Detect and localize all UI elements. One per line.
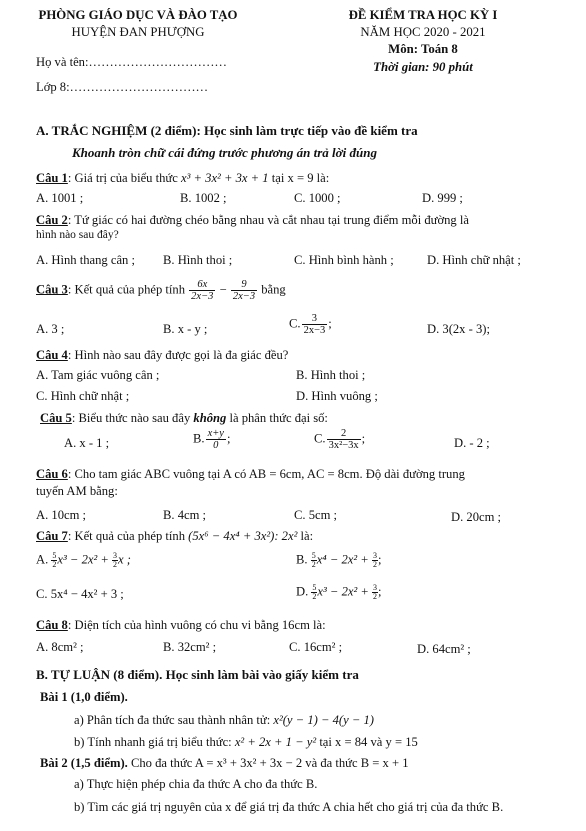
bai-1a-expr: x²(y − 1) − 4(y − 1) — [273, 713, 374, 727]
name-label: Họ và tên: — [36, 55, 89, 69]
q7-expr: (5x⁶ − 4x⁴ + 3x²): 2x² — [188, 529, 298, 543]
q7-option-d[interactable]: D. $\frac{5}{2}$ x³ − 2x² + $\frac{3}{2}$ ; — [296, 583, 382, 601]
q5-keyword: không — [193, 411, 227, 425]
q7-label: Câu 7 — [36, 529, 68, 543]
q3-option-c[interactable]: C. $\frac{3}{2x-3}$ ; — [289, 313, 332, 336]
q2-option-d[interactable]: D. Hình chữ nhật ; — [427, 253, 521, 267]
q8-text: : Diện tích của hình vuông có chu vi bằng 16cm là: — [67, 618, 326, 632]
question-6 — [36, 467, 465, 482]
q2-text-2: hình nào sau đây? — [36, 229, 119, 241]
class-line[interactable] — [36, 80, 208, 95]
department-name: PHÒNG GIÁO DỤC VÀ ĐÀO TẠO — [38, 8, 238, 22]
district-name: HUYỆN ĐAN PHƯỢNG — [71, 25, 205, 39]
q5-text-2: là phân thức đại số: — [229, 411, 328, 425]
question-4 — [36, 348, 288, 363]
bai-2b: b) Tìm các giá trị nguyên của x để giá trị đa thức A chia hết cho giá trị của đa thức B. — [74, 800, 504, 814]
q6-option-a[interactable]: A. 10cm ; — [36, 508, 87, 522]
school-year: NĂM HỌC 2020 - 2021 — [360, 25, 486, 39]
time-limit: Thời gian: 90 phút — [373, 60, 473, 74]
question-8 — [36, 618, 326, 633]
bai-2a: a) Thực hiện phép chia đa thức A cho đa thức B. — [74, 777, 318, 791]
q7-tail: là: — [300, 529, 314, 543]
student-name-line[interactable] — [36, 55, 227, 70]
q8-label: Câu 8 — [36, 618, 68, 632]
bai-2-text: Cho đa thức A = x³ + 3x² + 3x − 2 và đa thức B = x + 1 — [130, 756, 409, 770]
q5-option-c[interactable]: C. $\frac{2}{\text{3x²−3x}}$ ; — [314, 428, 366, 451]
q5-c-fraction: $\frac{2}{\text{3x²−3x}}$ — [328, 428, 359, 451]
q2-option-c[interactable]: C. Hình bình hành ; — [294, 253, 394, 267]
q7-option-c[interactable]: C. 5x⁴ − 4x² + 3 ; — [36, 587, 124, 601]
class-dots: …………………………… — [69, 80, 209, 94]
q2-option-a[interactable]: A. Hình thang cân ; — [36, 253, 135, 267]
q7-text: : Kết quả của phép tính — [67, 529, 186, 543]
q3-option-d[interactable]: D. 3(2x - 3); — [427, 322, 490, 336]
q3-option-b[interactable]: B. x - y ; — [163, 322, 208, 336]
q4-option-d[interactable]: D. Hình vuông ; — [296, 389, 378, 403]
bai-2 — [40, 756, 409, 771]
q3-fraction-1: $\frac{6x}{2x-3}$ — [191, 279, 214, 302]
q2-option-b[interactable]: B. Hình thoi ; — [163, 253, 233, 267]
q4-text: : Hình nào sau đây được gọi là đa giác đều? — [67, 348, 289, 362]
q1-option-b[interactable]: B. 1002 ; — [180, 191, 227, 205]
part-a-title: A. TRẮC NGHIỆM (2 điểm): Học sinh làm trực tiếp vào đề kiểm tra — [36, 123, 418, 138]
q3-label: Câu 3 — [36, 282, 68, 297]
class-label: Lớp 8: — [36, 80, 70, 94]
q4-option-c[interactable]: C. Hình chữ nhật ; — [36, 389, 130, 403]
q8-option-a[interactable]: A. 8cm² ; — [36, 640, 84, 654]
q6-text-1: : Cho tam giác ABC vuông tại A có AB = 6cm, AC = 8cm. Độ dài đường trung — [67, 467, 465, 481]
part-a-instruction: Khoanh tròn chữ cái đứng trước phương án trả lời đúng — [72, 145, 377, 160]
q3-c-fraction: $\frac{3}{2x-3}$ — [303, 313, 326, 336]
q6-option-d[interactable]: D. 20cm ; — [451, 510, 502, 524]
question-2 — [36, 213, 469, 228]
q1-text: : Giá trị của biểu thức — [67, 171, 178, 185]
q8-option-d[interactable]: D. 64cm² ; — [417, 642, 471, 656]
q5-option-a[interactable]: A. x - 1 ; — [64, 436, 110, 450]
q6-option-b[interactable]: B. 4cm ; — [163, 508, 207, 522]
question-1 — [36, 171, 329, 186]
name-dots: …………………………… — [88, 55, 227, 69]
q8-option-c[interactable]: C. 16cm² ; — [289, 640, 343, 654]
q5-option-b[interactable]: B. $\frac{x+y}{0}$ ; — [193, 428, 231, 451]
q1-option-c[interactable]: C. 1000 ; — [294, 191, 341, 205]
q2-text: : Tứ giác có hai đường chéo bằng nhau và cắt nhau tại trung điểm mỗi đường là — [67, 213, 469, 227]
q5-text-1: : Biểu thức nào sau đây — [71, 411, 191, 425]
exam-title: ĐỀ KIỂM TRA HỌC KỲ I — [348, 8, 498, 22]
q3-fraction-2: $\frac{9}{2x-3}$ — [232, 279, 256, 302]
q3-tail: bằng — [261, 282, 286, 297]
q4-option-a[interactable]: A. Tam giác vuông cân ; — [36, 368, 160, 382]
q1-label: Câu 1 — [36, 171, 68, 185]
q5-label: Câu 5 — [40, 411, 72, 425]
q3-minus: − — [219, 282, 227, 297]
q5-option-d[interactable]: D. - 2 ; — [454, 436, 490, 450]
q8-option-b[interactable]: B. 32cm² ; — [163, 640, 217, 654]
q3-text: : Kết quả của phép tính — [67, 282, 186, 297]
bai-2-title: Bài 2 (1,5 điểm). — [40, 756, 128, 770]
q2-label: Câu 2 — [36, 213, 68, 227]
q6-option-c[interactable]: C. 5cm ; — [294, 508, 338, 522]
question-7 — [36, 529, 313, 544]
q1-option-a[interactable]: A. 1001 ; — [36, 191, 84, 205]
bai-1b-expr: x² + 2x + 1 − y² — [234, 735, 317, 749]
part-b-title: B. TỰ LUẬN (8 điểm). Học sinh làm bài vào giấy kiểm tra — [36, 667, 359, 682]
q4-option-b[interactable]: B. Hình thoi ; — [296, 368, 366, 382]
q7-option-a[interactable]: A. $\frac{5}{2}$ x³ − 2x² + $\frac{3}{2}$ x ; — [36, 551, 131, 569]
q1-expr: x³ + 3x² + 3x + 1 — [181, 171, 269, 185]
bai-1b: b) Tính nhanh giá trị biểu thức: x² + 2x + 1 − y² tại x = 84 và y = 15 — [74, 735, 418, 749]
bai-1a: a) Phân tích đa thức sau thành nhân tử: x²(y − 1) − 4(y − 1) — [74, 713, 374, 727]
q6-label: Câu 6 — [36, 467, 68, 481]
q4-label: Câu 4 — [36, 348, 68, 362]
q5-b-fraction: $\frac{x+y}{0}$ — [207, 428, 224, 451]
q1-tail: tại x = 9 là: — [271, 171, 330, 185]
q6-text-2: tuyến AM bằng: — [36, 484, 118, 498]
q1-option-d[interactable]: D. 999 ; — [422, 191, 463, 205]
q7-option-b[interactable]: B. $\frac{5}{2}$ x⁴ − 2x² + $\frac{3}{2}$ ; — [296, 551, 382, 569]
bai-1-title: Bài 1 (1,0 điểm). — [40, 690, 128, 704]
subject: Môn: Toán 8 — [388, 42, 458, 56]
q3-option-a[interactable]: A. 3 ; — [36, 322, 65, 336]
question-5 — [40, 411, 328, 426]
question-3 — [36, 279, 286, 302]
